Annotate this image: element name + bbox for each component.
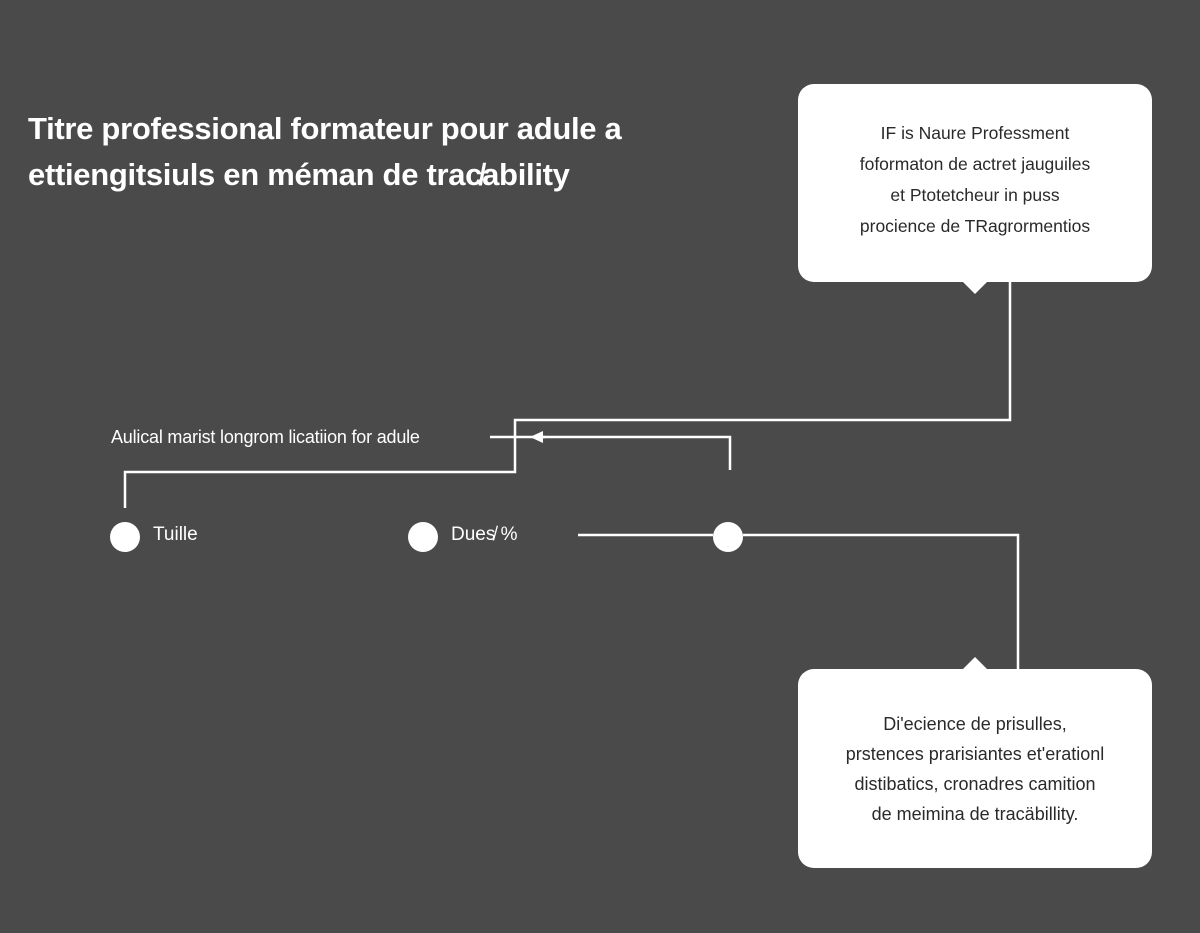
callout-top-line: procience de TRagrormentios bbox=[859, 216, 1091, 236]
callout-bottom bbox=[798, 669, 1152, 868]
node-dues bbox=[408, 522, 438, 552]
title-line-2: ettiengitsiuls en méman de trac̸ability bbox=[28, 157, 570, 192]
callout-bottom-line: Di'ecience de prisulles, bbox=[883, 714, 1067, 734]
flow-label: Aulical marist longrom licatiion for adule bbox=[111, 427, 420, 447]
connector-return bbox=[540, 437, 730, 470]
callout-top bbox=[798, 84, 1152, 282]
callout-top-line: et Ptotetcheur in puss bbox=[890, 185, 1060, 205]
connector-top-callout bbox=[125, 282, 1010, 508]
node-label-tuille: Tuille bbox=[153, 524, 198, 545]
callout-top-pointer bbox=[962, 281, 988, 294]
connector-bottom-callout bbox=[743, 535, 1018, 669]
callout-top-line: foformaton de actret jauguiles bbox=[859, 154, 1091, 174]
node-junction bbox=[713, 522, 743, 552]
callout-top-line: IF is Naure Professment bbox=[880, 123, 1070, 143]
callout-bottom-line: prstences prarisiantes et'erationl bbox=[845, 744, 1105, 764]
callout-bottom-line: distibatics, cronadres camition bbox=[854, 774, 1096, 794]
node-tuille bbox=[110, 522, 140, 552]
callout-bottom-line: de meimina de tracäbillity. bbox=[871, 804, 1079, 824]
node-label-dues: Dues̸ % bbox=[451, 524, 518, 545]
arrowhead-left-icon bbox=[530, 431, 543, 443]
title-line-1: Titre professional formateur pour adule a bbox=[28, 111, 622, 146]
